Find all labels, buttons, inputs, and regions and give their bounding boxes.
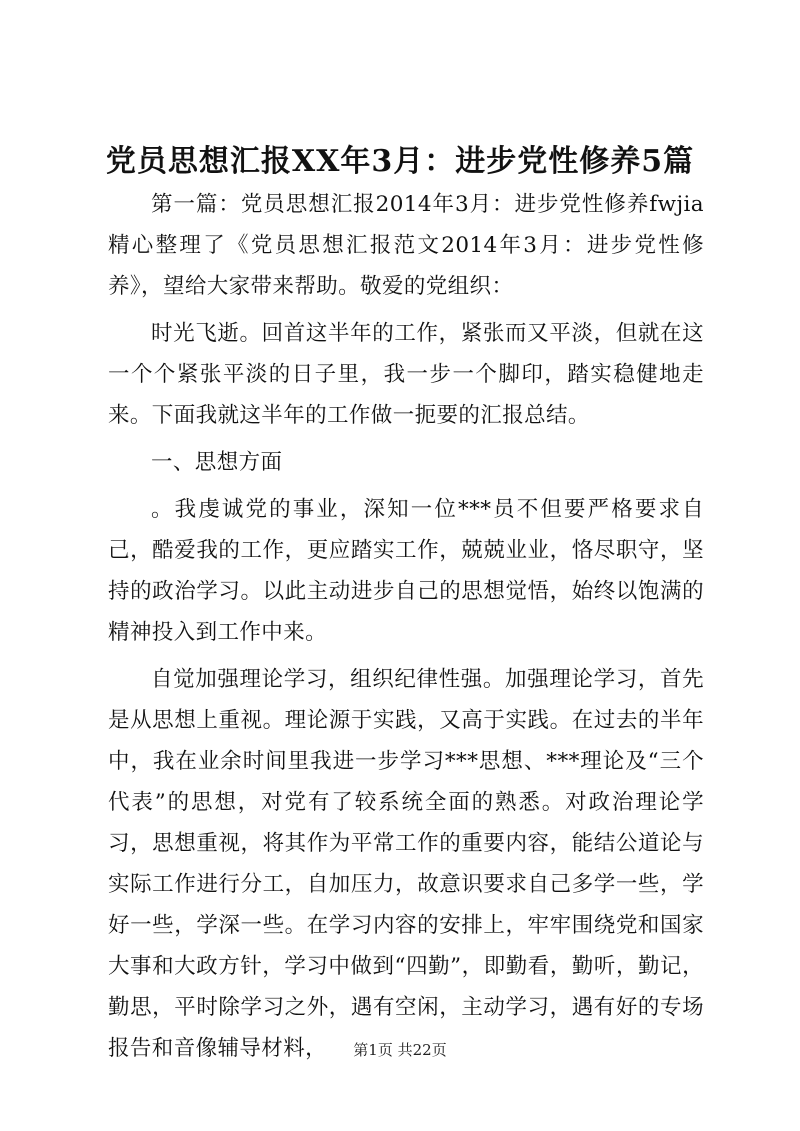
paragraph-review: 时光飞逝。回首这半年的工作，紧张而又平淡，但就在这一个个紧张平淡的日子里，我一步一个脚印，踏实稳健地走来。下面我就这半年的工作做一扼要的汇报总结。: [108, 321, 704, 428]
page-number-label: 第1页 共22页: [353, 1041, 447, 1059]
document-title: 党员思想汇报XX年3月：进步党性修养5篇: [105, 144, 695, 179]
document-body: [108, 184, 704, 1075]
page-footer: [0, 1040, 800, 1060]
paragraph-dedication: 。我虔诚党的事业，深知一位***员不但要严格要求自己，酷爱我的工作，更应踏实工作，兢兢业业，恪尽职守，坚持的政治学习。以此主动进步自己的思想觉悟，始终以饱满的精神投入到工作中来。: [108, 497, 704, 645]
paragraph-theory-study: 自觉加强理论学习，组织纪律性强。加强理论学习，首先是从思想上重视。理论源于实践，又高于实践。在过去的半年中，我在业余时间里我进一步学习***思想、***理论及“三个代表”的思想，对党有了较系统全面的熟悉。对政治理论学习，思想重视，将其作为平常工作的重要内容，能结公道论与实际工作进行分工，自加压力，故意识要求自己多学一些，学好一些，学深一些。在学习内容的安排上，牢牢围绕党和国家大事和大政方针，学习中做到“四勤”，即勤看，勤听，勤记，勤思，平时除学习之外，遇有空闲，主动学习，遇有好的专场报告和音像辅导材料，: [108, 667, 704, 1061]
section-heading-thought: 一、思想方面: [151, 450, 283, 475]
paragraph-intro: 第一篇：党员思想汇报2014年3月：进步党性修养fwjia精心整理了《党员思想汇报范文2014年3月：进步党性修养》，望给大家带来帮助。敬爱的党组织：: [108, 192, 704, 299]
